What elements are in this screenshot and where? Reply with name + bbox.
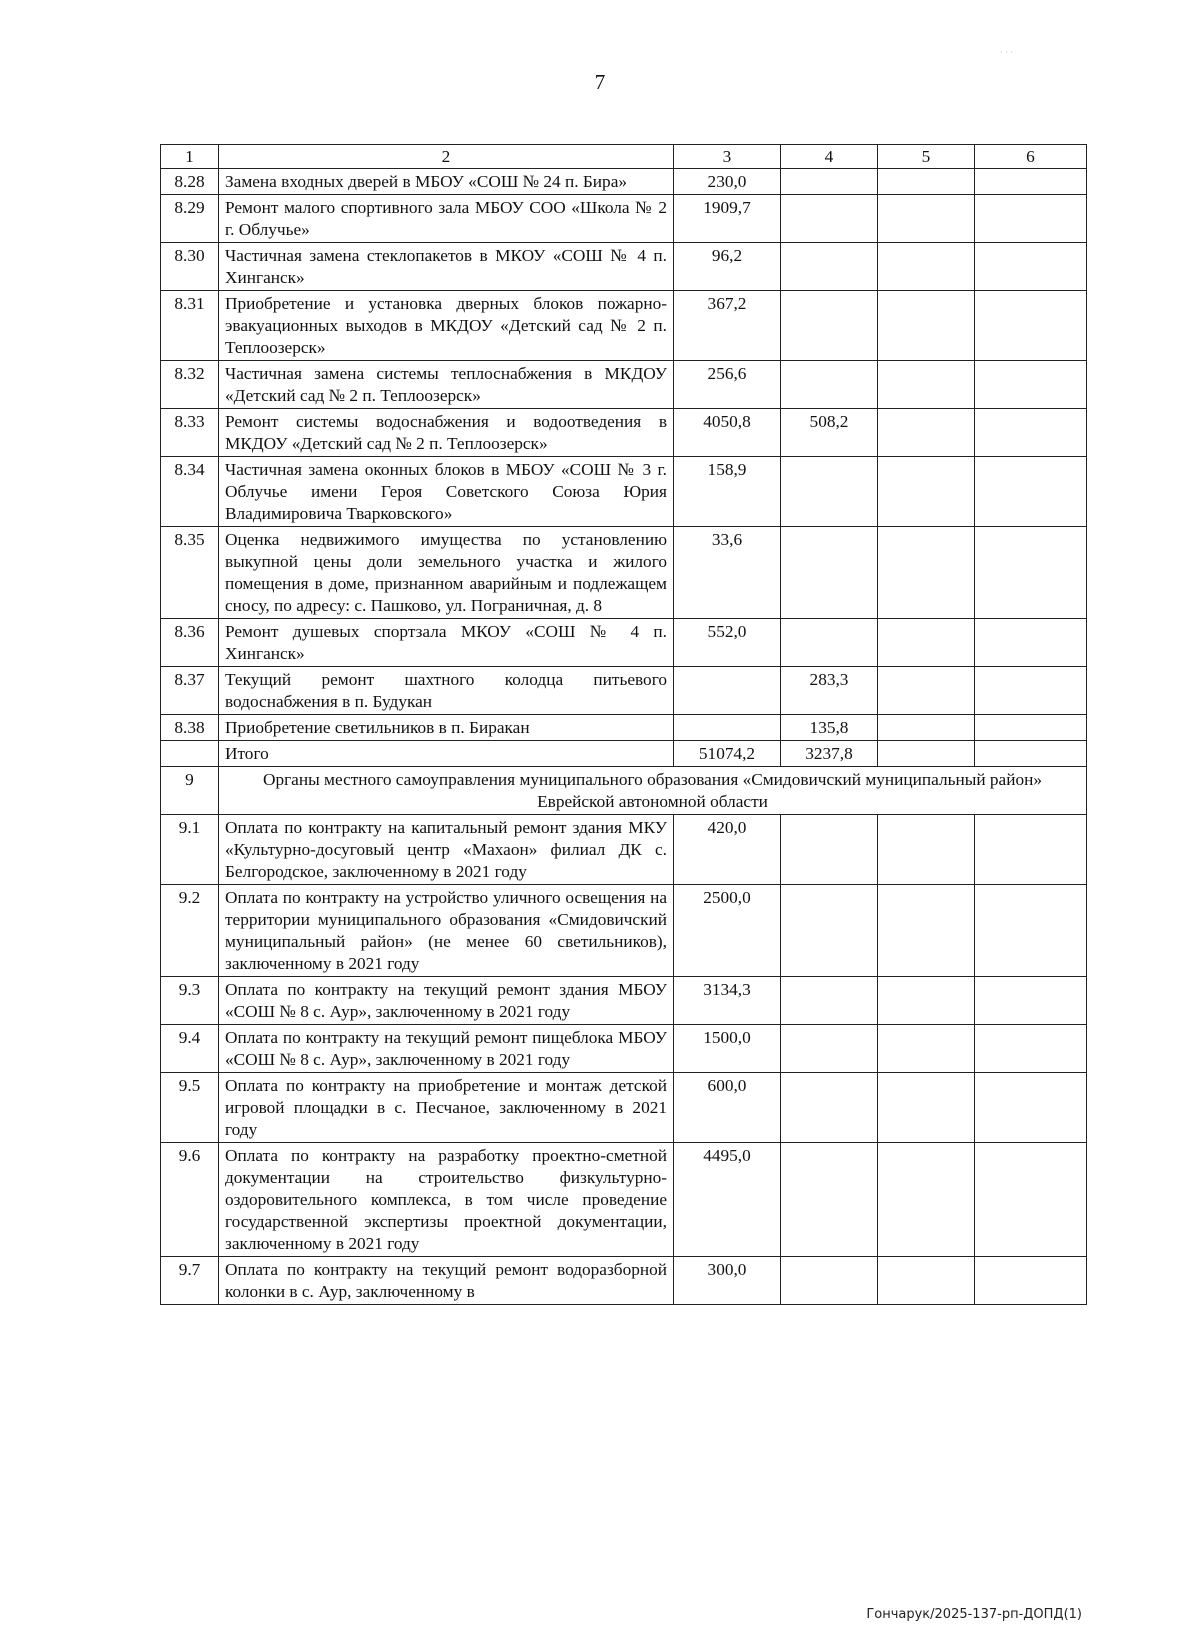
row-value-col4 <box>781 815 878 885</box>
header-cell: 3 <box>674 145 781 169</box>
table-row <box>161 195 1087 243</box>
row-number: 9.6 <box>161 1143 219 1257</box>
row-description: Оплата по контракту на текущий ремонт водоразборной колонки в с. Аур, заключенному в <box>219 1257 674 1305</box>
row-number: 8.38 <box>161 715 219 741</box>
row-value-col6 <box>975 1257 1087 1305</box>
row-value-col6 <box>975 527 1087 619</box>
row-value-col5 <box>878 409 975 457</box>
table-row <box>161 667 1087 715</box>
row-number: 9.2 <box>161 885 219 977</box>
row-value-col6 <box>975 195 1087 243</box>
scan-noise: · · · <box>1000 48 1013 57</box>
row-value-col3: 552,0 <box>674 619 781 667</box>
document-id: Гончарук/2025-137-рп-ДОПД(1) <box>866 1607 1082 1622</box>
table-row <box>161 361 1087 409</box>
row-value-col4 <box>781 457 878 527</box>
row-value-col3: 230,0 <box>674 169 781 195</box>
row-value-col5 <box>878 243 975 291</box>
row-description: Оплата по контракту на капитальный ремонт здания МКУ «Культурно-досуговый центр «Махаон» филиал ДК с. Белгородское, заключенному в 2021 году <box>219 815 674 885</box>
row-value-col3: 3134,3 <box>674 977 781 1025</box>
row-value-col6 <box>975 1073 1087 1143</box>
row-value-col4 <box>781 1257 878 1305</box>
row-value-col6 <box>975 361 1087 409</box>
header-cell: 6 <box>975 145 1087 169</box>
row-value-col4: 508,2 <box>781 409 878 457</box>
row-description: Оплата по контракту на текущий ремонт пищеблока МБОУ «СОШ № 8 с. Аур», заключенному в 2021 году <box>219 1025 674 1073</box>
table-row <box>161 1143 1087 1257</box>
row-number: 8.32 <box>161 361 219 409</box>
table-row <box>161 619 1087 667</box>
row-value-col4 <box>781 619 878 667</box>
table-row <box>161 457 1087 527</box>
row-value-col4: 3237,8 <box>781 741 878 767</box>
row-value-col3: 33,6 <box>674 527 781 619</box>
row-value-col5 <box>878 457 975 527</box>
row-value-col6 <box>975 1143 1087 1257</box>
row-value-col5 <box>878 169 975 195</box>
row-description: Приобретение светильников в п. Биракан <box>219 715 674 741</box>
row-value-col6 <box>975 291 1087 361</box>
row-value-col4 <box>781 977 878 1025</box>
row-value-col6 <box>975 885 1087 977</box>
row-value-col6 <box>975 741 1087 767</box>
row-value-col5 <box>878 195 975 243</box>
row-value-col3: 158,9 <box>674 457 781 527</box>
row-value-col6 <box>975 715 1087 741</box>
row-number: 9.4 <box>161 1025 219 1073</box>
row-value-col3: 300,0 <box>674 1257 781 1305</box>
row-number: 8.33 <box>161 409 219 457</box>
row-value-col3: 51074,2 <box>674 741 781 767</box>
row-value-col6 <box>975 1025 1087 1073</box>
section-title: Органы местного самоуправления муниципального образования «Смидовичский муниципальный район» Еврейской автономной области <box>219 767 1087 815</box>
row-value-col5 <box>878 1143 975 1257</box>
row-description: Приобретение и установка дверных блоков пожарно-эвакуационных выходов в МКДОУ «Детский сад № 2 п. Теплоозерск» <box>219 291 674 361</box>
table-row <box>161 885 1087 977</box>
row-description: Оплата по контракту на текущий ремонт здания МБОУ «СОШ № 8 с. Аур», заключенному в 2021 году <box>219 977 674 1025</box>
table-row <box>161 243 1087 291</box>
row-value-col5 <box>878 977 975 1025</box>
table-row <box>161 169 1087 195</box>
row-number: 8.34 <box>161 457 219 527</box>
budget-table <box>160 144 1087 1305</box>
table-header-row <box>161 145 1087 169</box>
page-number: 7 <box>594 70 606 94</box>
row-value-col4 <box>781 1143 878 1257</box>
table-row <box>161 741 1087 767</box>
row-value-col4: 135,8 <box>781 715 878 741</box>
table-row <box>161 1073 1087 1143</box>
row-value-col5 <box>878 1025 975 1073</box>
table-row <box>161 409 1087 457</box>
header-cell: 4 <box>781 145 878 169</box>
row-value-col3: 256,6 <box>674 361 781 409</box>
row-value-col5 <box>878 715 975 741</box>
row-number: 8.31 <box>161 291 219 361</box>
row-value-col4 <box>781 291 878 361</box>
row-number: 9.1 <box>161 815 219 885</box>
row-number: 8.29 <box>161 195 219 243</box>
table-row <box>161 715 1087 741</box>
row-value-col5 <box>878 619 975 667</box>
row-number: 9.3 <box>161 977 219 1025</box>
row-value-col6 <box>975 457 1087 527</box>
row-value-col4 <box>781 243 878 291</box>
row-value-col3: 96,2 <box>674 243 781 291</box>
row-value-col5 <box>878 815 975 885</box>
row-number: 8.36 <box>161 619 219 667</box>
row-value-col3: 2500,0 <box>674 885 781 977</box>
table-row <box>161 291 1087 361</box>
row-value-col6 <box>975 619 1087 667</box>
row-value-col5 <box>878 741 975 767</box>
row-description: Оплата по контракту на приобретение и монтаж детской игровой площадки в с. Песчаное, заключенному в 2021 году <box>219 1073 674 1143</box>
row-value-col4 <box>781 195 878 243</box>
section-row <box>161 767 1087 815</box>
table-row <box>161 815 1087 885</box>
row-description: Итого <box>219 741 674 767</box>
row-value-col4 <box>781 527 878 619</box>
row-number: 9.5 <box>161 1073 219 1143</box>
row-value-col6 <box>975 977 1087 1025</box>
row-number: 8.35 <box>161 527 219 619</box>
row-value-col3: 367,2 <box>674 291 781 361</box>
row-value-col6 <box>975 243 1087 291</box>
row-number: 9.7 <box>161 1257 219 1305</box>
row-value-col4 <box>781 885 878 977</box>
row-description: Ремонт душевых спортзала МКОУ «СОШ № 4 п. Хинганск» <box>219 619 674 667</box>
row-value-col3 <box>674 715 781 741</box>
header-cell: 2 <box>219 145 674 169</box>
row-value-col6 <box>975 667 1087 715</box>
row-value-col5 <box>878 361 975 409</box>
row-value-col5 <box>878 667 975 715</box>
row-number <box>161 741 219 767</box>
row-value-col5 <box>878 1073 975 1143</box>
table-row <box>161 1025 1087 1073</box>
row-description: Ремонт системы водоснабжения и водоотведения в МКДОУ «Детский сад № 2 п. Теплоозерск» <box>219 409 674 457</box>
row-value-col6 <box>975 169 1087 195</box>
row-value-col3: 1909,7 <box>674 195 781 243</box>
row-value-col6 <box>975 409 1087 457</box>
header-cell: 5 <box>878 145 975 169</box>
row-value-col6 <box>975 815 1087 885</box>
row-description: Оплата по контракту на устройство уличного освещения на территории муниципального образования «Смидовичский муниципальный район» (не менее 60 светильников), заключенному в 2021 году <box>219 885 674 977</box>
row-description: Частичная замена системы теплоснабжения в МКДОУ «Детский сад № 2 п. Теплоозерск» <box>219 361 674 409</box>
row-value-col5 <box>878 527 975 619</box>
row-value-col5 <box>878 1257 975 1305</box>
row-number: 8.28 <box>161 169 219 195</box>
table-row <box>161 1257 1087 1305</box>
table-row <box>161 977 1087 1025</box>
row-value-col3: 4495,0 <box>674 1143 781 1257</box>
table-row <box>161 527 1087 619</box>
row-number: 8.30 <box>161 243 219 291</box>
row-number: 8.37 <box>161 667 219 715</box>
row-value-col3: 4050,8 <box>674 409 781 457</box>
row-value-col5 <box>878 885 975 977</box>
row-description: Оценка недвижимого имущества по установлению выкупной цены доли земельного участка и жилого помещения в доме, признанном аварийным и подлежащем сносу, по адресу: с. Пашково, ул. Пограничная, д. 8 <box>219 527 674 619</box>
row-value-col4 <box>781 169 878 195</box>
row-value-col5 <box>878 291 975 361</box>
row-value-col3: 600,0 <box>674 1073 781 1143</box>
row-value-col4 <box>781 1025 878 1073</box>
row-value-col3 <box>674 667 781 715</box>
row-value-col3: 1500,0 <box>674 1025 781 1073</box>
row-value-col3: 420,0 <box>674 815 781 885</box>
header-cell: 1 <box>161 145 219 169</box>
row-value-col4: 283,3 <box>781 667 878 715</box>
row-description: Ремонт малого спортивного зала МБОУ СОО «Школа № 2 г. Облучье» <box>219 195 674 243</box>
row-description: Оплата по контракту на разработку проектно-сметной документации на строительство физкультурно-оздоровительного комплекса, в том числе проведение государственной экспертизы проектной документации, заключенному в 2021 году <box>219 1143 674 1257</box>
row-description: Частичная замена оконных блоков в МБОУ «СОШ № 3 г. Облучье имени Героя Советского Союза Юрия Владимировича Тварковского» <box>219 457 674 527</box>
row-value-col4 <box>781 1073 878 1143</box>
section-number: 9 <box>161 767 219 815</box>
row-value-col4 <box>781 361 878 409</box>
row-description: Частичная замена стеклопакетов в МКОУ «СОШ № 4 п. Хинганск» <box>219 243 674 291</box>
row-description: Текущий ремонт шахтного колодца питьевого водоснабжения в п. Будукан <box>219 667 674 715</box>
row-description: Замена входных дверей в МБОУ «СОШ № 24 п. Бира» <box>219 169 674 195</box>
